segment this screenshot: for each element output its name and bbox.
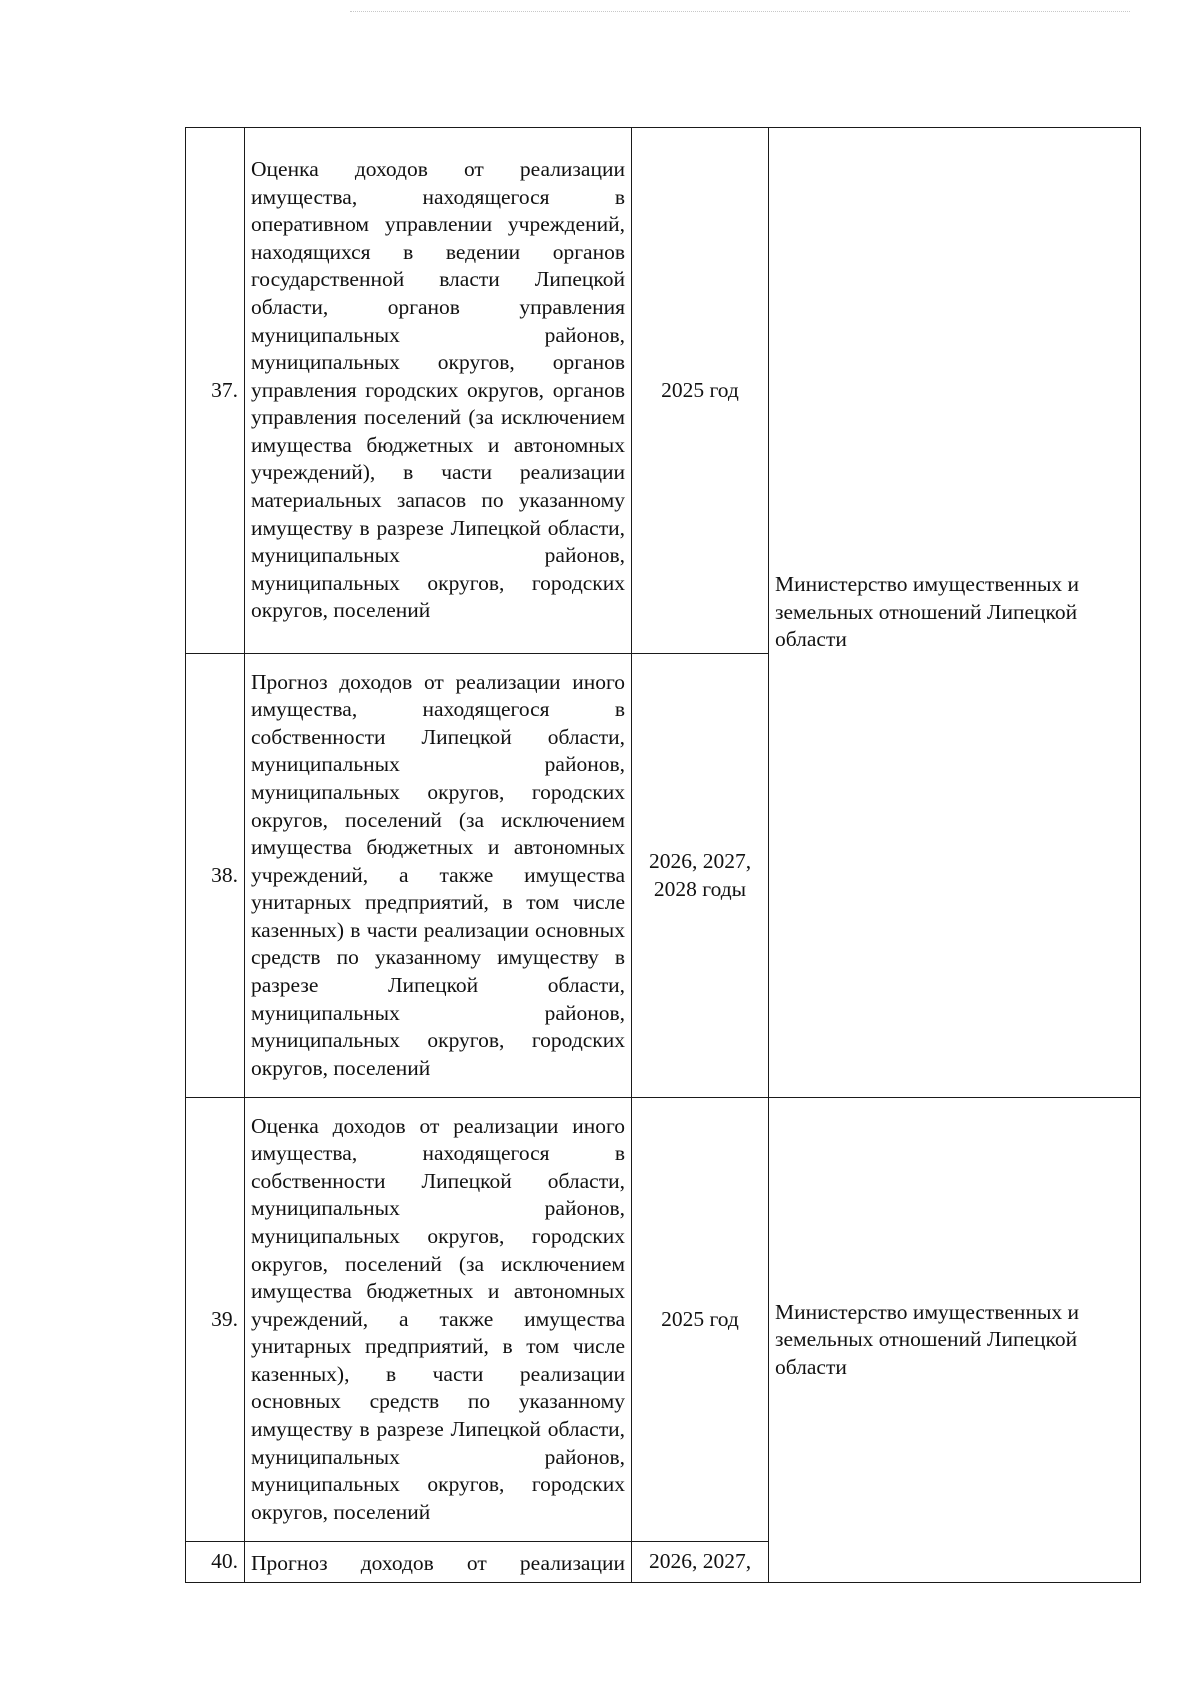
row-description: Прогноз доходов от реализации [245,1542,632,1583]
row-number: 37. [186,128,245,654]
page-top-edge [350,11,1130,12]
row-description: Прогноз доходов от реализации иного имущества, находящегося в собственности Липецкой области, муниципальных районов, муниципальных округов, городских округов, поселений (за исключением имущества бюджетных и автономных учреждений, а также имущества унитарных предприятий, в том числе казенных) в части реализации основных средств по указанному имуществу в разрезе Липецкой области, муниципальных районов, муниципальных округов, городских округов, поселений [245,654,632,1098]
row-responsible: Министерство имущественных и земельных отношений Липецкой области [769,1098,1141,1583]
row-description: Оценка доходов от реализации иного имущества, находящегося в собственности Липецкой области, муниципальных районов, муниципальных округов, городских округов, поселений (за исключением имущества бюджетных и автономных учреждений, а также имущества унитарных предприятий, в том числе казенных), в части реализации основных средств по указанному имуществу в разрезе Липецкой области, муниципальных районов, муниципальных округов, городских округов, поселений [245,1098,632,1542]
row-number: 39. [186,1098,245,1542]
row-period: 2026, 2027, 2028 годы [632,654,769,1098]
row-period: 2025 год [632,1098,769,1542]
table-row [186,1098,1141,1542]
row-number: 38. [186,654,245,1098]
row-period: 2026, 2027, [632,1542,769,1583]
row-description: Оценка доходов от реализации имущества, находящегося в оперативном управлении учреждений, находящихся в ведении органов государственной власти Липецкой области, органов управления муниципальных районов, муниципальных округов, органов управления городских округов, органов управления поселений (за исключением имущества бюджетных и автономных учреждений), в части реализации материальных запасов по указанному имуществу в разрезе Липецкой области, муниципальных районов, муниципальных округов, городских округов, поселений [245,128,632,654]
document-table [185,127,1141,1583]
row-period: 2025 год [632,128,769,654]
row-number: 40. [186,1542,245,1583]
table-row [186,128,1141,654]
row-responsible: Министерство имущественных и земельных отношений Липецкой области [769,128,1141,1098]
